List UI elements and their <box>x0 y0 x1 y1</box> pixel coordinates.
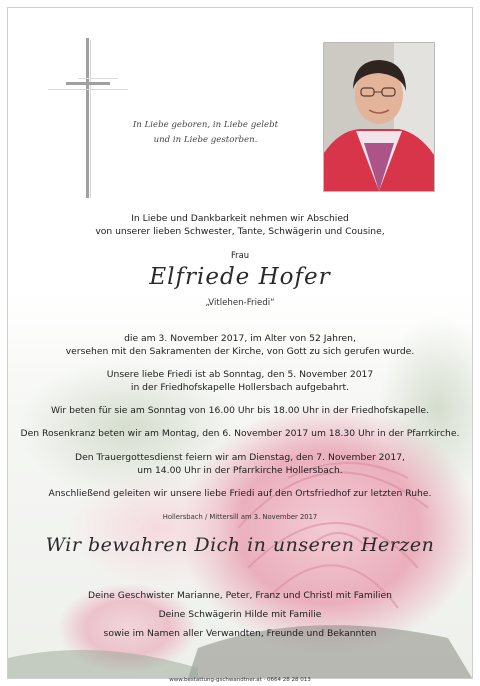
laid-out-line-2: in der Friedhofskapelle Hollersbach aufgebahrt. <box>130 381 350 393</box>
poem-line-1: In Liebe geboren, in Liebe gelebt <box>132 120 279 130</box>
deceased-name: Elfriede Hofer <box>149 264 331 290</box>
mourners-line-3: sowie im Namen aller Verwandten, Freunde und Bekannten <box>103 628 377 639</box>
funeral-service-line-1: Den Trauergottesdienst feiern wir am Dienstag, den 7. November 2017, <box>75 452 405 463</box>
intro-line-1: In Liebe und Dankbarkeit nehmen wir Abschied <box>131 213 349 224</box>
deceased-nickname: „Vitlehen-Friedi“ <box>205 298 275 308</box>
parte-card <box>7 7 473 679</box>
burial-notice: Anschließend geleiten wir unsere liebe Friedi auf den Ortsfriedhof zur letzten Ruhe. <box>48 488 432 499</box>
place-date: Hollersbach / Mittersill am 3. November 2017 <box>162 513 318 521</box>
laid-out-notice <box>8 369 472 394</box>
footer-contact: www.bestattung-gschwandtner.at · 0664 28 28 013 <box>169 677 311 683</box>
intro-line-2: von unserer lieben Schwester, Tante, Schwägerin und Cousine, <box>95 225 385 237</box>
death-notice-line-1: die am 3. November 2017, im Alter von 52 Jahren, <box>124 333 356 344</box>
death-notice <box>8 333 472 358</box>
death-notice-line-2: versehen mit den Sakramenten der Kirche, von Gott zu sich gerufen wurde. <box>65 345 415 357</box>
poem <box>118 118 293 148</box>
cross-icon <box>48 38 128 208</box>
motto: Wir bewahren Dich in unseren Herzen <box>45 534 435 556</box>
funeral-service-line-2: um 14.00 Uhr in der Pfarrkirche Hollersbach. <box>137 464 343 476</box>
laid-out-line-1: Unsere liebe Friedi ist ab Sonntag, den 5. November 2017 <box>106 369 374 380</box>
rosary-notice: Den Rosenkranz beten wir am Montag, den 6. November 2017 um 18.30 Uhr in der Pfarrkirche. <box>20 428 460 439</box>
intro <box>8 213 472 238</box>
funeral-service-notice <box>8 452 472 477</box>
salutation: Frau <box>230 250 250 260</box>
mourners <box>8 586 472 643</box>
poem-line-2: und in Liebe gestorben. <box>153 135 258 145</box>
mourners-line-2: Deine Schwägerin Hilde mit Familie <box>158 609 322 620</box>
prayer-notice: Wir beten für sie am Sonntag von 16.00 Uhr bis 18.00 Uhr in der Friedhofskapelle. <box>50 405 430 416</box>
mourners-line-1: Deine Geschwister Marianne, Peter, Franz und Christl mit Familien <box>88 590 392 601</box>
portrait-photo <box>323 42 435 192</box>
